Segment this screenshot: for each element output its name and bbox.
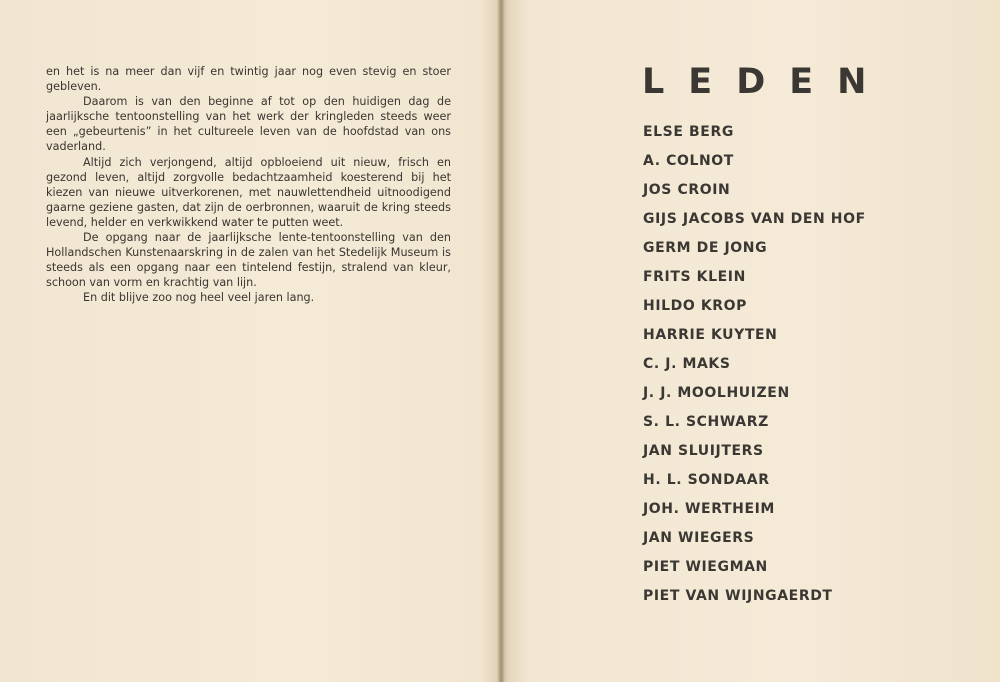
leden-heading: LEDEN [642, 62, 891, 102]
member-name: JAN WIEGERS [643, 530, 755, 546]
member-list [643, 120, 866, 613]
paragraph-2: Daarom is van den beginne af tot op den huidigen dag de jaarlijksche tentoonstelling van het werk der kringleden steeds weer een „gebeurtenis” in het cultureele leven van de hoofdstad van ons vaderland. [46, 95, 451, 154]
paragraph-5: En dit blijve zoo nog heel veel jaren lang. [83, 291, 315, 305]
member-name: HILDO KROP [643, 298, 748, 314]
body-text [46, 64, 451, 306]
member-name: PIET VAN WIJNGAERDT [643, 588, 833, 604]
member-name: A. COLNOT [643, 153, 734, 169]
right-page [504, 0, 1000, 682]
member-name: C. J. MAKS [643, 356, 731, 372]
member-name: S. L. SCHWARZ [643, 414, 769, 430]
member-name: GERM DE JONG [643, 240, 768, 256]
member-name: J. J. MOOLHUIZEN [643, 385, 790, 401]
member-name: JOH. WERTHEIM [643, 501, 775, 517]
member-name: ELSE BERG [643, 124, 734, 140]
member-name: JAN SLUIJTERS [643, 443, 764, 459]
member-name: FRITS KLEIN [643, 269, 746, 285]
member-name: GIJS JACOBS VAN DEN HOF [643, 211, 866, 227]
member-name: HARRIE KUYTEN [643, 327, 778, 343]
paragraph-3: Altijd zich verjongend, altijd opbloeiend uit nieuw, frisch en gezond leven, altijd zorgvolle bedachtzaamheid koesterend bij het kiezen van nieuwe uitverkorenen, met nauwlettendheid uitnoodigend gaarne geziene gasten, dat zijn de oerbronnen, waaruit de kring steeds levend, helder en verkwikkend water te putten weet. [46, 155, 451, 229]
member-name: H. L. SONDAAR [643, 472, 770, 488]
paragraph-4: De opgang naar de jaarlijksche lente-tentoonstelling van den Hollandschen Kunstenaarskring in de zalen van het Stedelijk Museum is steeds als een opgang naar een tintelend festijn, stralend van kleur, schoon van vorm en krachtig van lijn. [46, 231, 451, 290]
paragraph-1: en het is na meer dan vijf en twintig jaar nog even stevig en stoer gebleven. [46, 65, 451, 94]
member-name: JOS CROIN [643, 182, 731, 198]
member-name: PIET WIEGMAN [643, 559, 768, 575]
